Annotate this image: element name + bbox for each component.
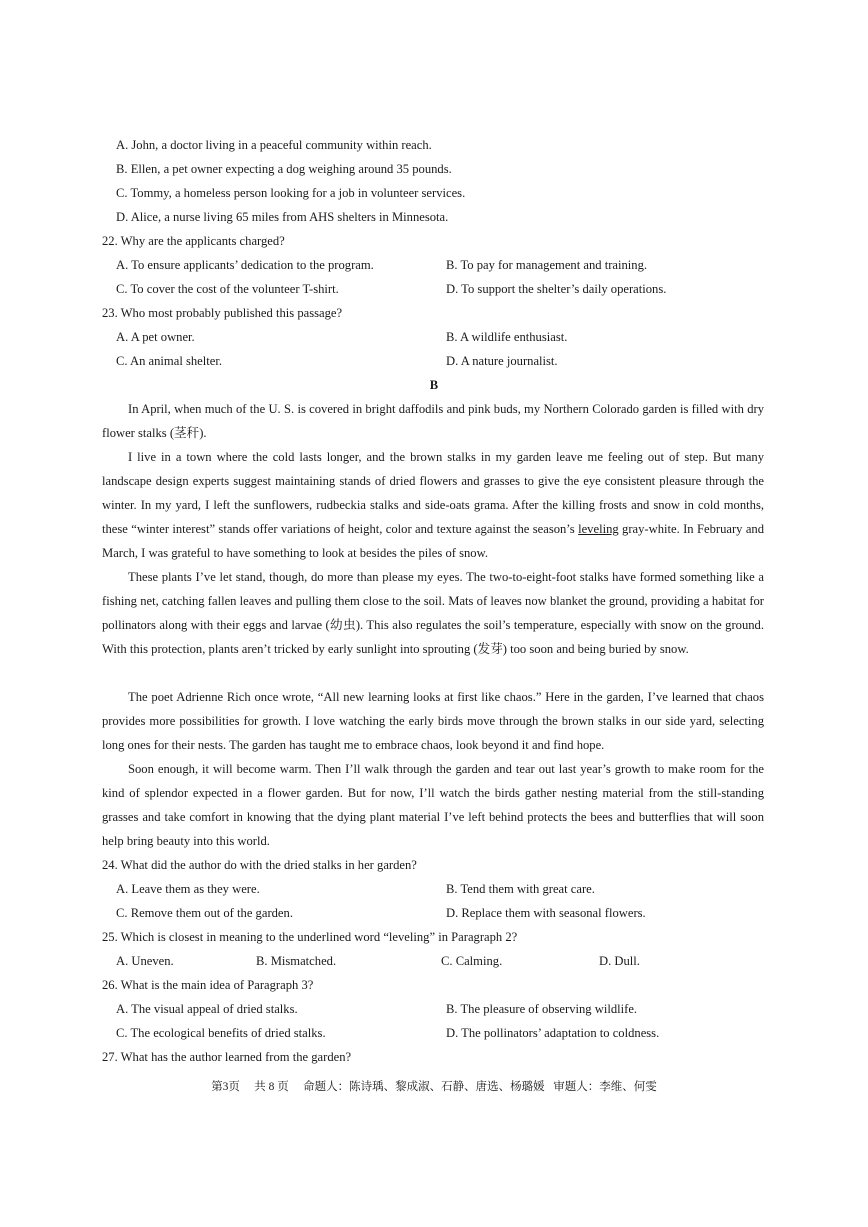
q21-option-c: C. Tommy, a homeless person looking for a job in volunteer services. (116, 186, 466, 200)
q26-option-d: D. The pollinators’ adaptation to coldness. (446, 1026, 660, 1040)
passage-paragraph-5: Soon enough, it will become warm. Then I’ll walk through the garden and tear out last year’s growth to make room for the kind of splendor expected in a flower garden. But for now, I’ll watch the birds gather nesting material from the still-standing grasses and take comfort in knowing that the dying plant material I’ve left behind protects the bees and butterflies that will soon help bring beauty into this world. (102, 762, 764, 848)
paragraph-2-text-after: gray-white. In February and March, I was grateful to have something to look at besides the piles of snow. (102, 522, 764, 560)
q24-option-b: B. Tend them with great care. (446, 882, 595, 896)
q21-option-a: A. John, a doctor living in a peaceful community within reach. (116, 138, 432, 152)
q24-option-d: D. Replace them with seasonal flowers. (446, 906, 646, 920)
q23-stem: 23. Who most probably published this passage? (102, 306, 343, 320)
passage-paragraph-3: These plants I’ve let stand, though, do more than please my eyes. The two-to-eight-foot stalks have formed something like a fishing net, catching fallen leaves and pulling them close to the soil. Mats of leaves now blanket the ground, providing a habitat for pollinators along with their eggs and larvae (幼虫). This also regulates the soil’s temperature, especially with snow on the ground. With this protection, plants aren’t tricked by early sunlight into sprouting (发芽) too soon and being buried by snow. (102, 570, 764, 656)
q24-stem: 24. What did the author do with the dried stalks in her garden? (102, 858, 417, 872)
q25-option-c: C. Calming. (441, 954, 503, 968)
q25-stem: 25. Which is closest in meaning to the underlined word “leveling” in Paragraph 2? (102, 930, 518, 944)
underlined-word-leveling: leveling (578, 522, 619, 536)
q25-option-a: A. Uneven. (116, 954, 174, 968)
q22-option-c: C. To cover the cost of the volunteer T-shirt. (116, 282, 339, 296)
q21-option-d: D. Alice, a nurse living 65 miles from AHS shelters in Minnesota. (116, 210, 449, 224)
q22-stem: 22. Why are the applicants charged? (102, 234, 285, 248)
q24-option-c: C. Remove them out of the garden. (116, 906, 293, 920)
q26-option-a: A. The visual appeal of dried stalks. (116, 1002, 298, 1016)
q26-option-c: C. The ecological benefits of dried stalks. (116, 1026, 326, 1040)
q22-option-a: A. To ensure applicants’ dedication to the program. (116, 258, 374, 272)
q22-option-d: D. To support the shelter’s daily operations. (446, 282, 667, 296)
q23-option-b: B. A wildlife enthusiast. (446, 330, 568, 344)
q24-option-a: A. Leave them as they were. (116, 882, 260, 896)
q23-option-c: C. An animal shelter. (116, 354, 222, 368)
q23-option-a: A. A pet owner. (116, 330, 195, 344)
section-b-heading: B (429, 378, 439, 392)
page-footer: 第3页 共 8 页 命题人：陈诗瑀、黎成淑、石静、唐选、杨璐媛 审题人：李维、何雯 (211, 1081, 657, 1093)
passage-paragraph-4: The poet Adrienne Rich once wrote, “All new learning looks at first like chaos.” Here in the garden, I’ve learned that chaos provides more possibilities for growth. I love watching the early birds move through the brown stalks in our side yard, selecting long ones for their nests. The garden has taught me to embrace chaos, look beyond it and find hope. (102, 690, 764, 752)
passage-paragraph-1: In April, when much of the U. S. is covered in bright daffodils and pink buds, my Northern Colorado garden is filled with dry flower stalks (茎秆). (102, 402, 764, 440)
q23-option-d: D. A nature journalist. (446, 354, 558, 368)
q26-option-b: B. The pleasure of observing wildlife. (446, 1002, 638, 1016)
paragraph-2-text-before: I live in a town where the cold lasts longer, and the brown stalks in my garden leave me feeling out of step. But many landscape design experts suggest maintaining stands of dried flowers and grasses to give the eye consistent pleasure through the winter. In my yard, I left the sunflowers, rudbeckia stalks and side-oats grama. After the killing frosts and snow in cold months, these “winter interest” stands offer variations of height, color and texture against the season’s (102, 450, 764, 536)
q26-stem: 26. What is the main idea of Paragraph 3? (102, 978, 314, 992)
passage-paragraph-2 (102, 445, 764, 565)
q27-stem: 27. What has the author learned from the garden? (102, 1050, 352, 1064)
q25-option-d: D. Dull. (599, 954, 640, 968)
q25-option-b: B. Mismatched. (256, 954, 337, 968)
q21-option-b: B. Ellen, a pet owner expecting a dog weighing around 35 pounds. (116, 162, 452, 176)
q22-option-b: B. To pay for management and training. (446, 258, 648, 272)
